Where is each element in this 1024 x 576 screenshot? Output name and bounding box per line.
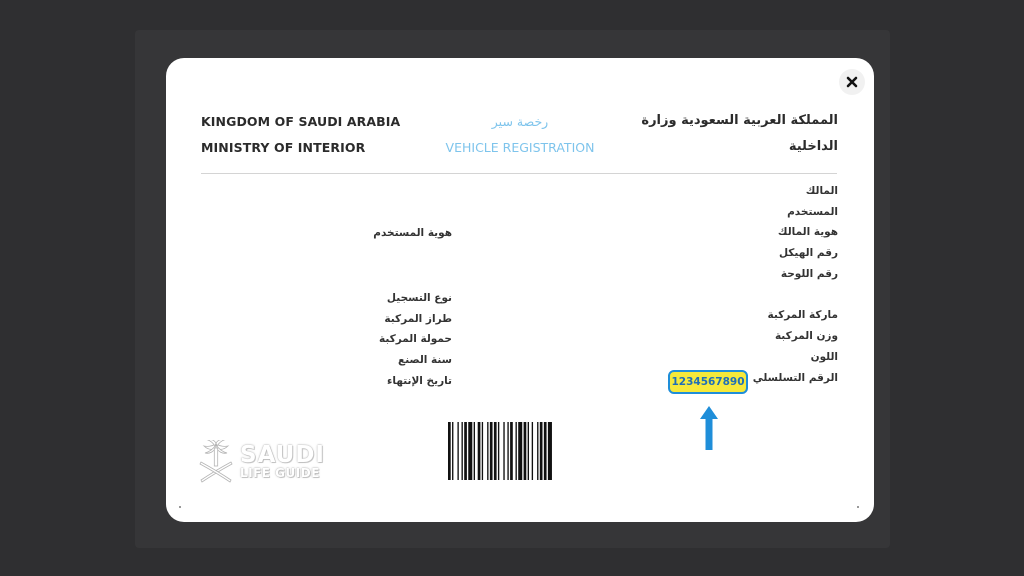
close-button[interactable] [839,69,865,95]
header-ministry-ar: الداخلية [788,139,838,154]
header-title-ar: رخصة سير [491,114,549,129]
field-user-id-label: هوية المستخدم [373,227,452,239]
arrow-up-icon [699,406,719,450]
field-vehicle-model-label: طراز المركبة [384,313,452,325]
watermark-title: SAUDI [240,442,325,468]
field-color-label: اللون [810,351,838,363]
serial-number-highlight [668,370,748,394]
field-vehicle-weight-label: وزن المركبة [774,330,838,342]
field-chassis-number-label: رقم الهيكل [778,247,838,259]
field-serial-number-label: الرقم التسلسلي [752,372,838,384]
header-divider [201,173,837,174]
vehicle-registration-modal [166,58,874,522]
watermark-subtitle: LIFE GUIDE [240,466,320,480]
field-owner-label: المالك [805,185,838,197]
field-registration-type-label: نوع التسجيل [386,292,452,304]
header-title-en: VEHICLE REGISTRATION [445,140,595,155]
field-vehicle-load-label: حمولة المركبة [378,333,452,345]
palm-swords-logo [198,440,234,486]
header-ministry-en: MINISTRY OF INTERIOR [201,140,366,155]
corner-dot [179,506,181,508]
serial-number-value: 1234567890 [671,376,745,388]
corner-dot [857,506,859,508]
header-kingdom-en: KINGDOM OF SAUDI ARABIA [201,114,401,129]
field-vehicle-make-label: ماركة المركبة [767,309,838,321]
barcode [448,422,589,480]
field-user-label: المستخدم [787,206,838,218]
header-kingdom-ar: المملكة العربية السعودية وزارة [641,113,838,128]
field-expiry-date-label: تاريخ الإنتهاء [387,375,452,387]
close-icon [846,76,858,88]
field-manufacture-year-label: سنة الصنع [398,354,452,366]
field-plate-number-label: رقم اللوحة [780,268,838,280]
field-owner-id-label: هوية المالك [777,226,838,238]
